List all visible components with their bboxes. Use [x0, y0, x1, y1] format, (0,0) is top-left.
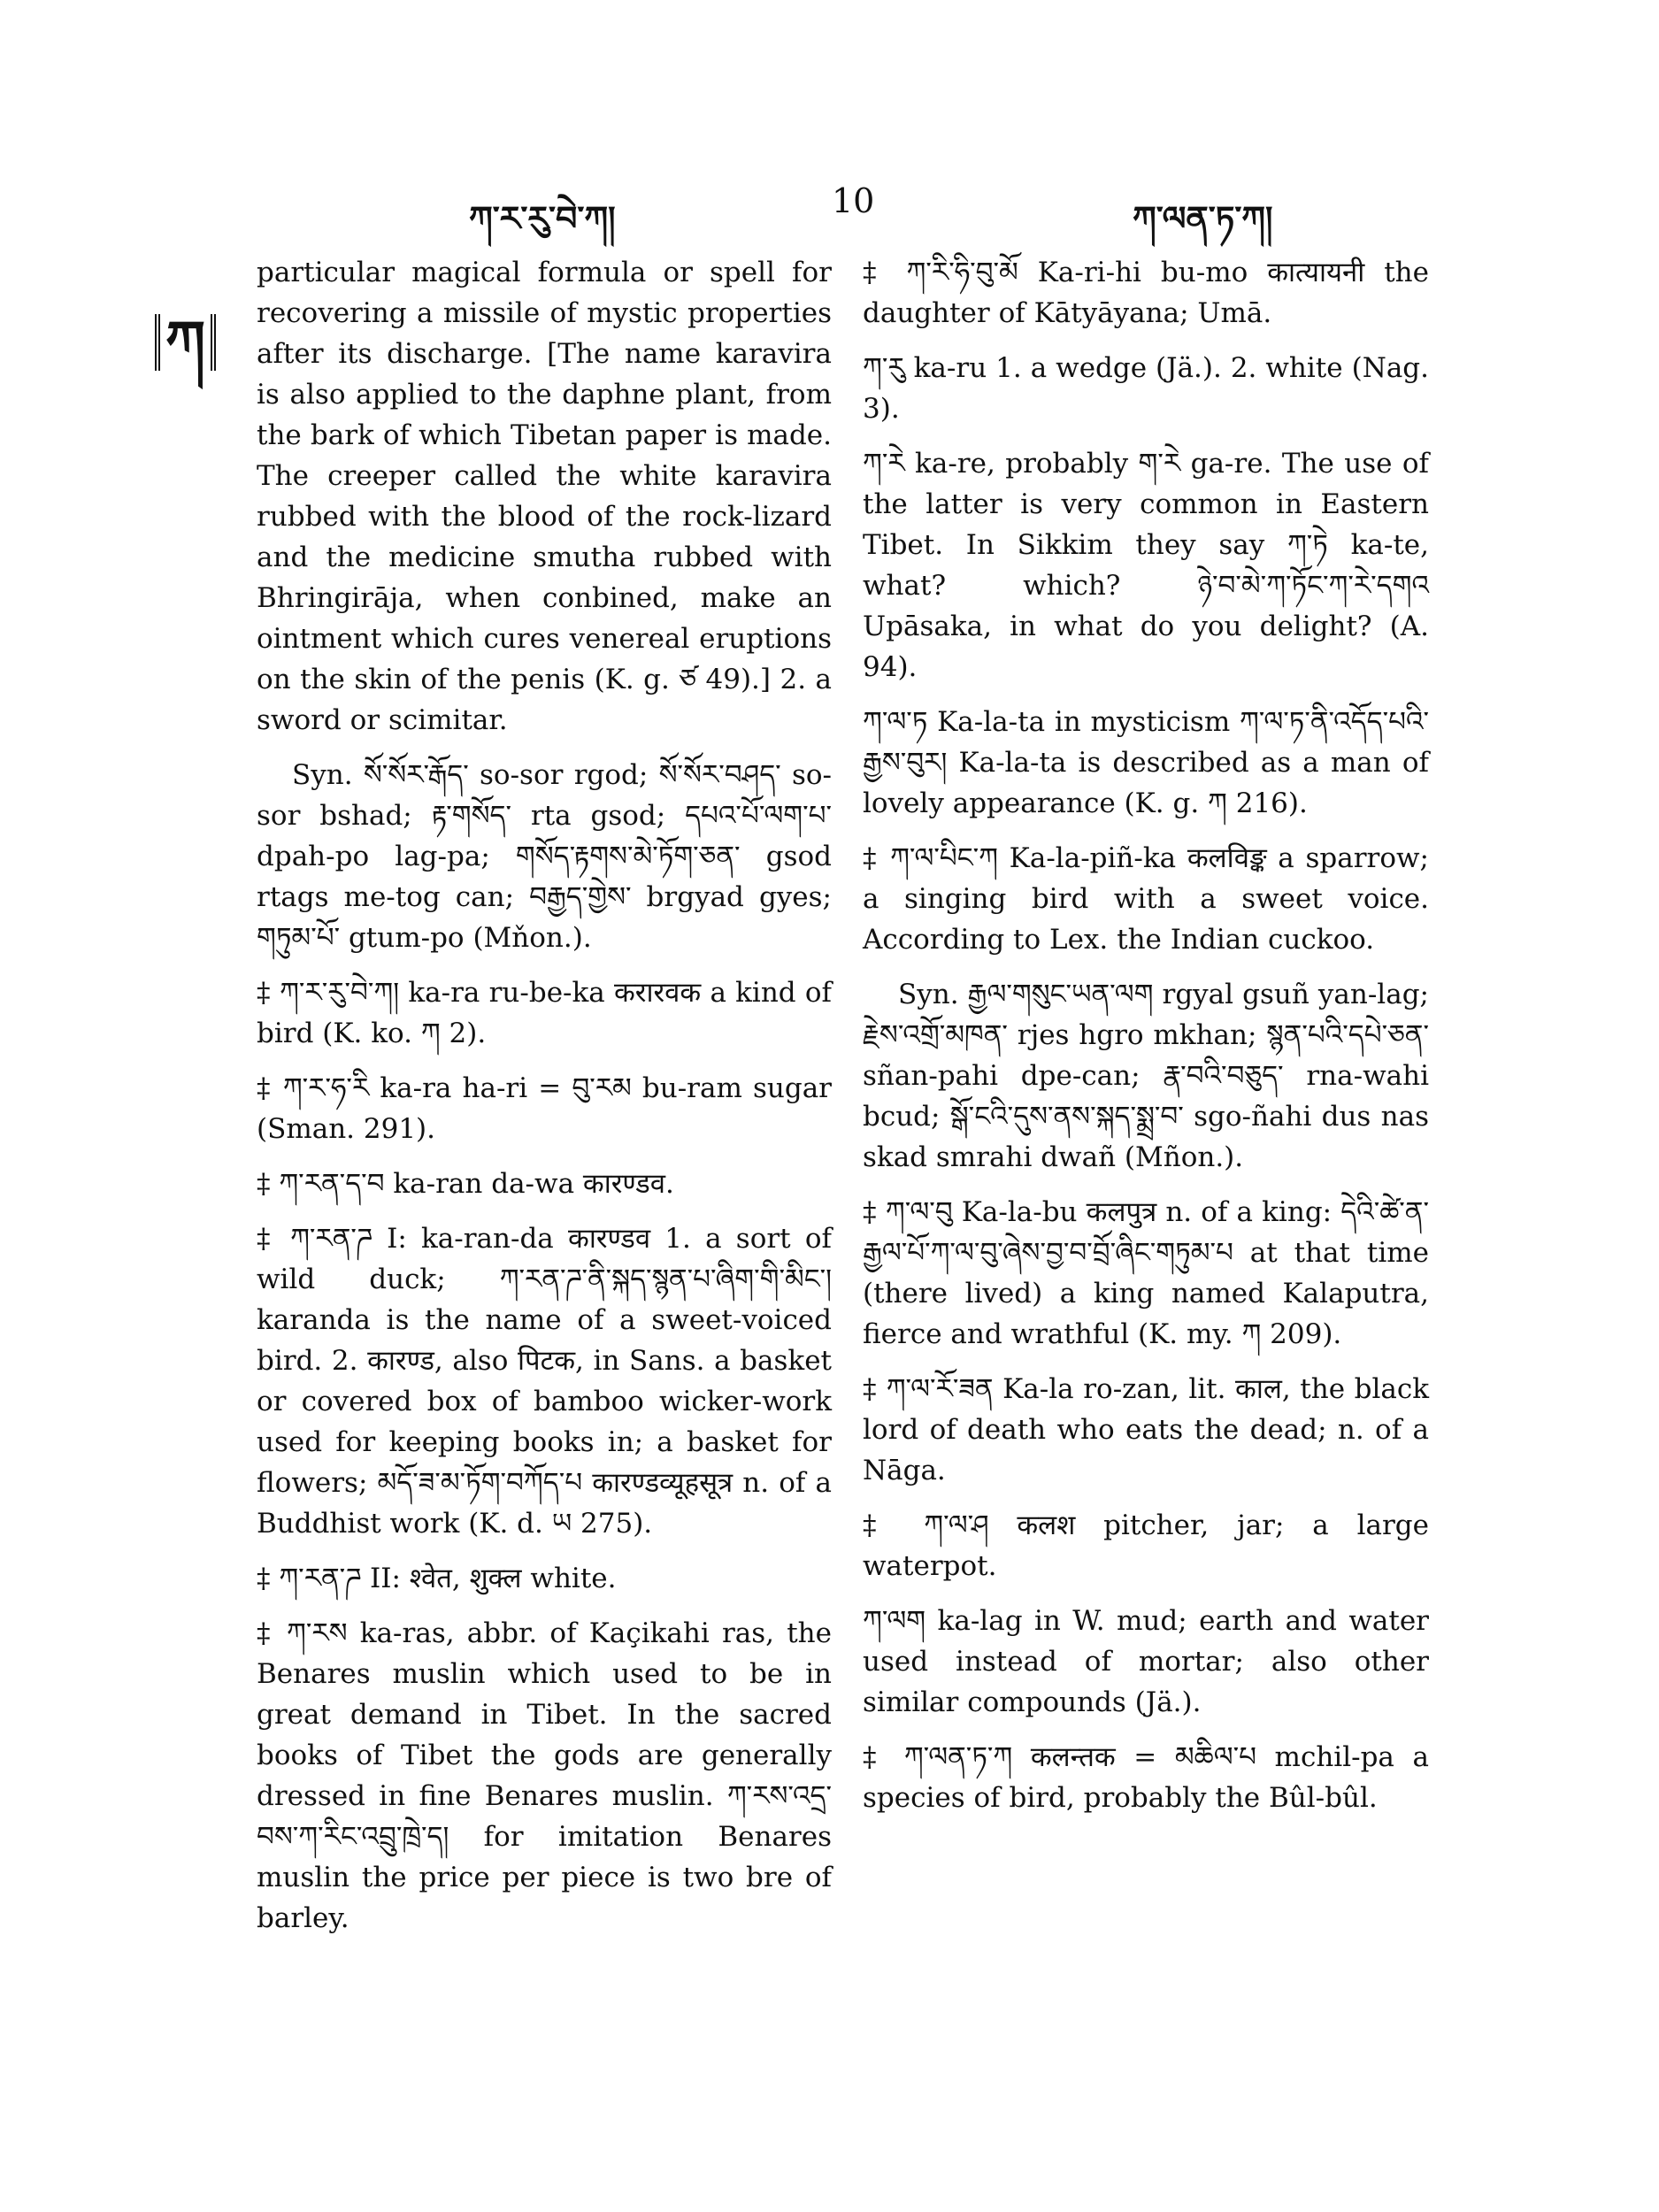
entry-kara-rubeka: ‡ ཀ་ར་རུ་བེ་ཀ། ka-ra ru-be-ka करारवक a kind of bird (K. ko. ཀ 2).: [257, 977, 832, 1049]
page-number: 10: [832, 181, 875, 220]
entry-kalasha: ‡ ཀ་ལ་ཤ कलश pitcher, jar; a large waterpot.: [863, 1509, 1429, 1582]
entry-karavira-continuation: particular magical formula or spell for recovering a missile of mystic properties after its discharge. [The name karavira is also applied to the daphne plant, from the bark of which Tibetan paper is made. The creeper called the white karavira rubbed with the blood of the rock-lizard and the medicine smutha rubbed with Bhringirāja, when conbined, make an ointment which cures venereal eruptions on the skin of the penis (K. g. ཙ 49).] 2. a sword or scimitar.: [257, 257, 832, 736]
left-column: [257, 252, 832, 1953]
entry-synonyms: Syn. སོ་སོར་རྒོད་ so-sor rgod; སོ་སོར་བཤད་ so-sor bshad; རྟ་གསོད་ rta gsod; དཔའ་པོ་ལག་པ་ dpah-po lag-pa; གསོད་རྟགས་མེ་ཏོག་ཅན་ gsod rtags me-tog can; བརྒྱད་གྱེས་ brgyad gyes; གཏུམ་པོ་ gtum-po (Mňon.).: [257, 759, 833, 954]
entry-karanda-ii: ‡ ཀ་རན་ཌ II: श्वेत, शुक्ल white.: [257, 1563, 617, 1594]
page-header: [0, 181, 1659, 238]
entry-karan-dawa: ‡ ཀ་རན་ད་བ ka-ran da-wa कारण्डव.: [257, 1168, 674, 1200]
entry-kalantaka: ‡ ཀ་ལན་ཏ་ཀ कलन्तक = མཆིལ་པ mchil-pa a species of bird, probably the Bûl-bûl.: [863, 1741, 1429, 1814]
entry-kala-rozan: ‡ ཀ་ལ་རོ་ཟན Ka-la ro-zan, lit. काल, the black lord of death who eats the dead; n. of a Nāga.: [863, 1373, 1429, 1486]
entry-kara-hari: ‡ ཀ་ར་ཧ་རི ka-ra ha-ri = བུ་རམ bu-ram sugar (Sman. 291).: [257, 1072, 832, 1145]
entry-kalabu: ‡ ཀ་ལ་བུ Ka-la-bu कलपुत्र n. of a king: དེའི་ཚེ་ན་རྒྱལ་པོ་ཀ་ལ་བུ་ཞེས་བྱ་བ་བྲོ་ཞིང་གཏུམ་པ at that time (there lived) a king named Kalaputra, fierce and wrathful (K. my. ཀ 209).: [863, 1196, 1429, 1350]
entry-karihi-bumo: ‡ ཀ་རི་ཧི་བུ་མོ Ka-ri-hi bu-mo कात्यायनी the daughter of Kātyāyana; Umā.: [863, 257, 1429, 329]
entry-kalapinka: ‡ ཀ་ལ་པིང་ཀ Ka-la-piñ-ka कलविङ्क a sparrow; a singing bird with a sweet voice. According to Lex. the Indian cuckoo.: [863, 842, 1429, 956]
right-column: [863, 252, 1429, 1832]
header-left-guideword: ཀ་ར་རུ་བེ་ཀ།: [469, 198, 616, 238]
section-letter-marker: ཀ: [155, 314, 216, 371]
entry-kare: ཀ་རེ ka-re, probably ག་རེ ga-re. The use of the latter is very common in Eastern Tibet. In Sikkim they say ཀ་ཏེ ka-te, what? which? ཉེ་བ་མེ་ཀ་ཏོང་ཀ་རེ་དགའ Upāsaka, in what do you delight? (A. 94).: [863, 448, 1429, 683]
entry-kalata: ཀ་ལ་ཏ Ka-la-ta in mysticism ཀ་ལ་ཏ་ནི་འདོད་པའི་རྒྱས་བུར། Ka-la-ta is described as a man of lovely appearance (K. g. ཀ 216).: [863, 706, 1429, 819]
entry-karu: ཀ་རུ ka-ru 1. a wedge (Jä.). 2. white (Nag. 3).: [863, 352, 1429, 425]
header-right-guideword: ཀ་ལན་ཏ་ཀ།: [1133, 198, 1273, 238]
entry-karas: ‡ ཀ་རས ka-ras, abbr. of Kaçikahi ras, the Benares muslin which used to be in great demand in Tibet. In the sacred books of Tibet the gods are generally dressed in fine Benares muslin. ཀ་རས་འདྲ་བས་ཀ་རིང་འབྲུ་ཁྲེ་ད། for imitation Benares muslin the price per piece is two bre of barley.: [257, 1617, 832, 1934]
entry-kalag: ཀ་ལག ka-lag in W. mud; earth and water used instead of mortar; also other similar compounds (Jä.).: [863, 1605, 1429, 1718]
entry-karanda-i: ‡ ཀ་རན་ཌ I: ka-ran-da कारण्डव 1. a sort of wild duck; ཀ་རན་ཌ་ནི་སྐད་སྙན་པ་ཞིག་གི་མིང་། karanda is the name of a sweet-voiced bird. 2. कारण्ड, also पिटक, in Sans. a basket or covered box of bamboo wicker-work used for keeping books in; a basket for flowers; མདོ་ཟ་མ་ཏོག་བཀོད་པ कारण्डव्यूहसूत्र n. of a Buddhist work (K. d. ཡ 275).: [257, 1223, 832, 1540]
entry-synonyms-kalapinka: Syn. རྒྱལ་གསུང་ཡན་ལག rgyal gsuñ yan-lag; རྗེས་འགྲོ་མཁན་ rjes hgro mkhan; སྙན་པའི་དཔེ་ཅན་ sñan-pahi dpe-can; རྣ་བའི་བཅུད་ rna-wahi bcud; སྒོ་ངའི་དུས་ནས་སྐད་སྨྲ་བ་ sgo-ñahi dus nas skad smrahi dwañ (Mñon.).: [863, 979, 1429, 1173]
